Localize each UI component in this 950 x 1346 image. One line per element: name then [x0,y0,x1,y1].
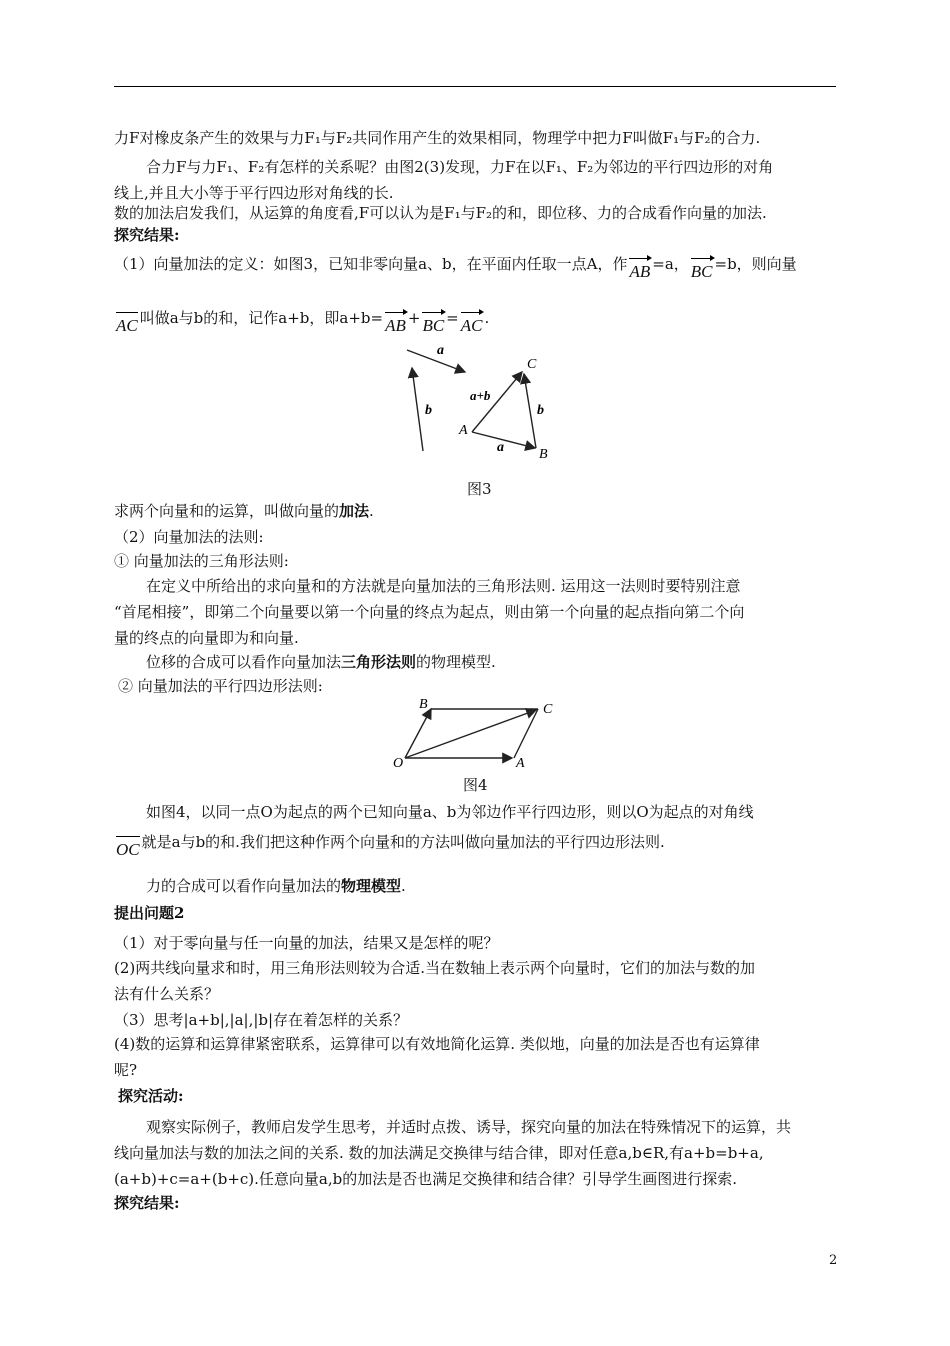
vector-bc: BC [691,256,713,282]
text-run: 位移的合成可以看作向量加法 [146,653,342,671]
paragraph-line: 观察实际例子，教师启发学生思考，并适时点拨、诱导，探究向量的加法在特殊情况下的运算，共 [146,1118,792,1136]
point-a: A [516,756,525,771]
paragraph-line [146,652,496,672]
definition-line-2 [114,308,489,336]
text-run: . [484,309,490,327]
point-c: C [527,357,537,372]
question-line: 法有什么关系？ [114,985,220,1003]
question-line: 呢? [114,1061,138,1079]
paragraph-line: 合力F与力F₁、F₂有怎样的关系呢？由图2(3)发现，力F在以F₁、F₂为邻边的平行四边形的对角 [146,158,774,176]
label-a-plus-b: a+b [470,388,491,403]
figure-3-caption: 图3 [467,480,492,498]
paragraph-line: (a+b)+c=a+(b+c).任意向量a,b的加法是否也满足交换律和结合律？引导学生画图进行探索. [114,1170,737,1188]
text-run: （1）向量加法的定义：如图3，已知非零向量a、b，在平面内任取一点A，作 [114,255,628,273]
paragraph-line: ② 向量加法的平行四边形法则: [118,677,323,695]
text-run: . [401,877,406,895]
question-line: (4)数的运算和运算律紧密联系，运算律可以有效地简化运算. 类似地，向量的加法是否也有运算律 [114,1035,760,1053]
paragraph-line: 如图4，以同一点O为起点的两个已知向量a、b为邻边作平行四边形，则以O为起点的对角线 [146,803,754,821]
term-addition: 加法 [339,502,370,520]
text-run: 就是a与b的和.我们把这种作两个向量和的方法叫做向量加法的平行四边形法则. [141,833,665,851]
vector-bc: BC [422,310,444,336]
vector-b-arrow [412,368,423,451]
label-a: a [437,343,444,358]
figure-4-caption: 图4 [463,776,488,794]
header-rule [114,86,836,87]
question-line: （1）对于零向量与任一向量的加法，结果又是怎样的呢？ [114,934,499,952]
question-line: (2)两共线向量求和时，用三角形法则较为合适.当在数轴上表示两个向量时，它们的加法与数的加 [114,959,756,977]
section-heading: 探究结果: [114,226,180,244]
text-run: . [369,502,374,520]
vector-ac: AC [461,310,483,336]
parallelogram-oc [405,710,536,758]
point-c: C [543,702,553,717]
label-b-side: b [537,403,544,418]
page-number: 2 [829,1253,838,1268]
question-line: （3）思考|a+b|,|a|,|b|存在着怎样的关系？ [114,1011,409,1029]
paragraph-line: 线上,并且大小等于平行四边形对角线的长. [114,184,394,202]
point-b: B [419,697,428,712]
paragraph-line: 线向量加法与数的加法之间的关系. 数的加法满足交换律与结合律，即对任意a,b∈R,有a+b=b+a, [114,1144,764,1162]
figure-3 [395,340,565,465]
text-run: =b，则向量 [714,255,797,273]
vector-a-arrow [407,350,465,372]
section-heading: 探究活动: [118,1087,184,1105]
label-b: b [425,403,432,418]
text-run: 力的合成可以看作向量加法的 [146,877,342,895]
figure-4 [385,695,565,775]
text-run: + [407,309,421,327]
section-heading: 探究结果: [114,1194,180,1212]
parallelogram-ob [405,709,431,758]
vector-ac: AC [116,310,138,336]
paragraph-line [146,876,406,896]
label-a-side: a [497,440,504,455]
text-run: 的物理模型. [416,653,496,671]
vector-ab: AB [385,310,406,336]
paragraph-line: ① 向量加法的三角形法则: [114,552,289,570]
text-run: = [446,309,459,327]
text-run: =a， [652,255,689,273]
text-run: 求两个向量和的运算，叫做向量的 [114,502,340,520]
paragraph-line [114,501,374,521]
paragraph-line: 力F对橡皮条产生的效果与力F₁与F₂共同作用产生的效果相同，物理学中把力F叫做F₁与F₂的合力. [114,129,761,147]
section-heading: 提出问题2 [114,904,185,922]
triangle-side-b [524,374,536,448]
point-o: O [393,756,404,771]
paragraph-line: 量的终点的向量即为和向量. [114,629,299,647]
point-b: B [539,447,548,462]
term-physical-model: 物理模型 [341,877,402,895]
point-a: A [459,423,468,438]
paragraph-line: “首尾相接”，即第二个向量要以第一个向量的终点为起点，则由第一个向量的起点指向第二个向 [114,603,745,621]
paragraph-line: （2）向量加法的法则: [114,528,264,546]
paragraph-line [114,832,665,860]
paragraph-line: 在定义中所给出的求向量和的方法就是向量加法的三角形法则. 运用这一法则时要特别注意 [146,577,741,595]
vector-ab: AB [629,256,650,282]
definition-line [114,254,797,282]
term-triangle-rule: 三角形法则 [341,653,417,671]
paragraph-line: 数的加法启发我们，从运算的角度看,F可以认为是F₁与F₂的和，即位移、力的合成看作向量的加法. [114,204,767,222]
vector-oc: OC [116,834,140,860]
text-run: 叫做a与b的和，记作a+b，即a+b= [139,309,384,327]
